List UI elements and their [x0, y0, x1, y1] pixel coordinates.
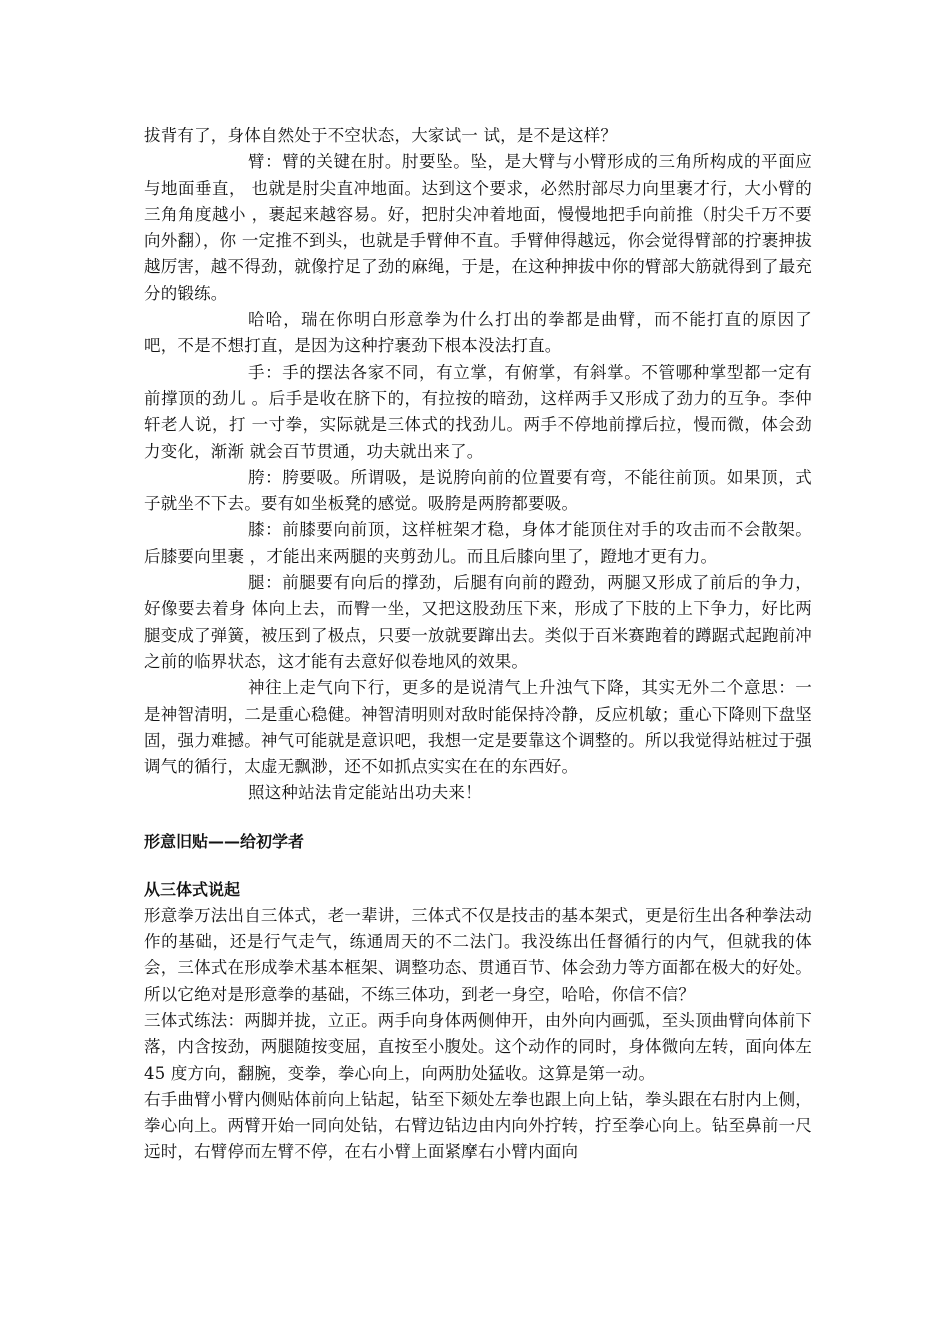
- paragraph-hip: 胯：胯要吸。所谓吸，是说胯向前的位置要有弯，不能往前顶。如果顶，式子就坐不下去。要有如坐板凳的感觉。吸胯是两胯都要吸。: [144, 467, 812, 514]
- paragraph-conclusion: 照这种站法肯定能站出功夫来！: [248, 783, 482, 803]
- paragraph-leg: 腿：前腿要有向后的撑劲，后腿有向前的蹬劲，两腿又形成了前后的争力，好像要去着身 体向上去，而臀一坐，又把这股劲压下来，形成了下肢的上下争力，好比两腿变成了弹簧，被压到了极点，只要一放就要蹿出去。类似于百米赛跑着的蹲踞式起跑前冲之前的临界状态，这才能有去意好似卷地风的效果。: [144, 573, 812, 671]
- paragraph-back-posture: 拔背有了，身体自然处于不空状态，大家试一 试，是不是这样？: [144, 126, 618, 145]
- paragraph-santishi-right-hand: 右手曲臂小臂内侧贴体前向上钻起，钻至下颏处左拳也跟上向上钻，拳头跟在右肘内上侧，拳心向上。两臂开始一同向处钻，右臂边钻边由内向外拧转，拧至拳心向上。钻至鼻前一尺远时，右臂停而左臂不停，在右小臂上面紧摩右小臂内面向: [144, 1089, 812, 1162]
- paragraph-knee: 膝：前膝要向前顶，这样桩架才稳，身体才能顶住对手的攻击而不会散架。后膝要向里裹 ，才能出来两腿的夹剪劲儿。而且后膝向里了，蹬地才更有力。: [144, 520, 812, 566]
- paragraph-santishi-method: 三体式练法：两脚并拢，立正。两手向身体两侧伸开，由外向内画弧，至头顶曲臂向体前下落，内含按劲，两腿随按变屈，直按至小腹处。这个动作的同时，身体微向左转，面向体左 45 度方向，翻腕，变拳，拳心向上，向两肋处猛收。这算是第一动。: [144, 1010, 812, 1083]
- section-subtitle: 从三体式说起: [144, 879, 241, 899]
- document-page: [144, 123, 812, 1166]
- paragraph-arm: 臂：臂的关键在肘。肘要坠。坠，是大臂与小臂形成的三角所构成的平面应与地面垂直， 也就是肘尖直冲地面。达到这个要求，必然肘部尽力向里裹才行，大小臂的三角角度越小 ，裹起来越容易。好，把肘尖冲着地面，慢慢地把手向前推（肘尖千万不要向外翻），你 一定推不到头，也就是手臂伸不直。手臂伸得越远，你会觉得臂部的拧裹抻拔越厉害，越不得劲，就像拧足了劲的麻绳，于是，在这种抻拔中你的臂部大筋就得到了最充分的锻练。: [144, 152, 812, 303]
- section-title: 形意旧贴——给初学者: [144, 831, 305, 851]
- paragraph-santishi-intro: 形意拳万法出自三体式，老一辈讲，三体式不仅是技击的基本架式，更是衍生出各种拳法动作的基础，还是行气走气，练通周天的不二法门。我没练出任督循行的内气，但就我的体会，三体式在形成拳术基本框架、调整功态、贯通百节、体会劲力等方面都在极大的好处。所以它绝对是形意拳的基础，不练三体功，到老一身空，哈哈，你信不信？: [144, 905, 812, 1004]
- paragraph-bent-arm: 哈哈，瑞在你明白形意拳为什么打出的拳都是曲臂，而不能打直的原因了吧，不是不想打直，是因为这种拧裹劲下根本没法打直。: [144, 310, 812, 356]
- spacer: [144, 855, 812, 877]
- paragraph-spirit-qi: 神往上走气向下行，更多的是说清气上升浊气下降，其实无外二个意思：一是神智清明，二是重心稳健。神智清明则对敌时能保持冷静，反应机敏；重心下降则下盘坚固，强力难撼。神气可能就是意识吧，我想一定是要靠这个调整的。所以我觉得站桩过于强调气的循行，太虚无飘渺，还不如抓点实实在在的东西好。: [144, 678, 812, 777]
- spacer: [144, 807, 812, 829]
- paragraph-hand: 手：手的摆法各家不同，有立掌，有俯掌，有斜掌。不管哪种掌型都一定有前撑顶的劲儿 。后手是收在脐下的，有拉按的暗劲，这样两手又形成了劲力的互争。李仲轩老人说，打 一寸拳，实际就是三体式的找劲儿。两手不停地前撑后拉，慢而微，体会劲力变化，渐渐 就会百节贯通，功夫就出来了。: [144, 362, 812, 461]
